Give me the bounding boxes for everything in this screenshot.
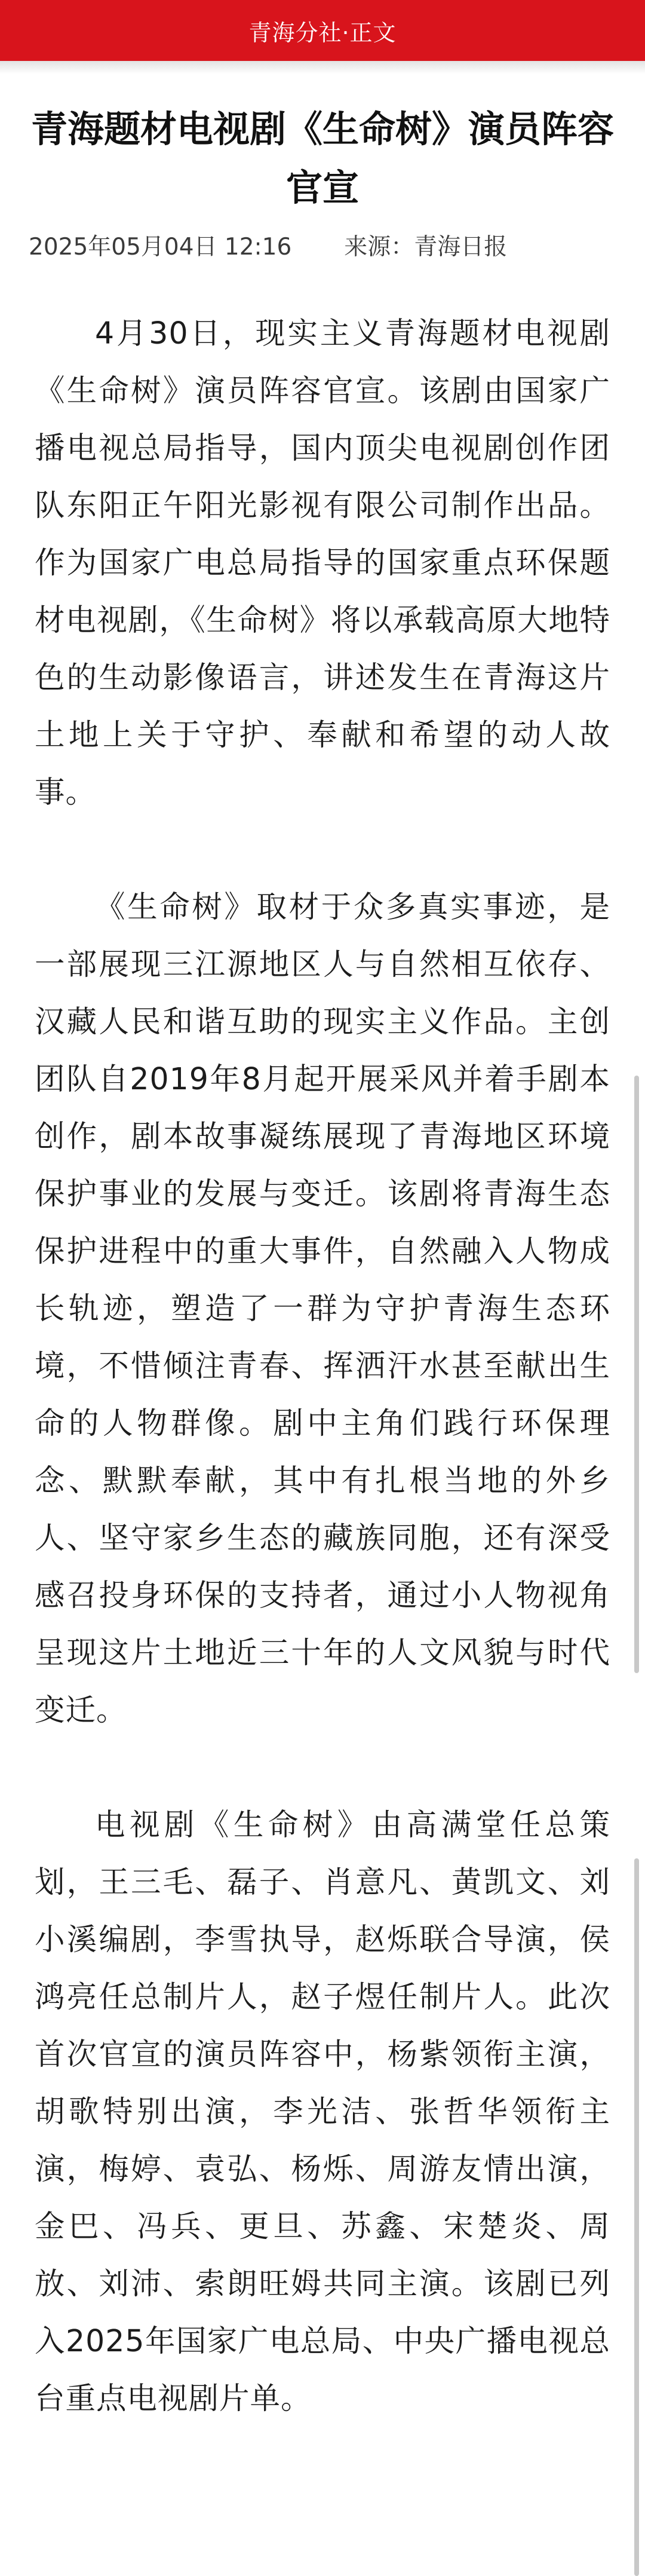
article-meta [29,227,645,263]
article-paragraph: 《生命树》取材于众多真实事迹，是一部展现三江源地区人与自然相互依存、汉藏人民和谐互助的现实主义作品。主创团队自2019年8月起开展采风并着手剧本创作，剧本故事凝练展现了青海地区环境保护事业的发展与变迁。该剧将青海生态保护进程中的重大事件，自然融入人物成长轨迹，塑造了一群为守护青海生态环境，不惜倾注青春、挥洒汗水甚至献出生命的人物群像。剧中主角们践行环保理念、默默奉献，其中有扎根当地的外乡人、坚守家乡生态的藏族同胞，还有深受感召投身环保的支持者，通过小人物视角呈现这片土地近三十年的人文风貌与时代变迁。 [35,889,610,1727]
publish-date: 2025年05月04日 12:16 [29,234,292,261]
channel-title: 青海分社·正文 [248,19,397,46]
article-body [35,305,610,2427]
article [0,74,645,2485]
article-source: 来源：青海日报 [344,234,508,261]
article-paragraph: 电视剧《生命树》由高满堂任总策划，王三毛、磊子、肖意凡、黄凯文、刘小溪编剧，李雪执导，赵烁联合导演，侯鸿亮任总制片人，赵子煜任制片人。此次首次官宣的演员阵容中，杨紫领衔主演，胡歌特别出演，李光洁、张哲华领衔主演，梅婷、袁弘、杨烁、周游友情出演，金巴、冯兵、更旦、苏鑫、宋楚炎、周放、刘沛、索朗旺姆共同主演。该剧已列入2025年国家广电总局、中央广播电视总台重点电视剧片单。 [35,1807,610,2416]
top-bar [0,0,645,61]
top-bar-shadow [0,61,645,74]
scrollbar[interactable] [634,1076,639,1673]
article-paragraph: 4月30日，现实主义青海题材电视剧《生命树》演员阵容官宣。该剧由国家广播电视总局指导，国内顶尖电视剧创作团队东阳正午阳光影视有限公司制作出品。作为国家广电总局指导的国家重点环保题材电视剧，《生命树》将以承载高原大地特色的生动影像语言，讲述发生在青海这片土地上关于守护、奉献和希望的动人故事。 [35,316,610,810]
scrollbar[interactable] [634,1858,639,2576]
article-title: 青海题材电视剧《生命树》演员阵容官宣 [30,108,614,209]
